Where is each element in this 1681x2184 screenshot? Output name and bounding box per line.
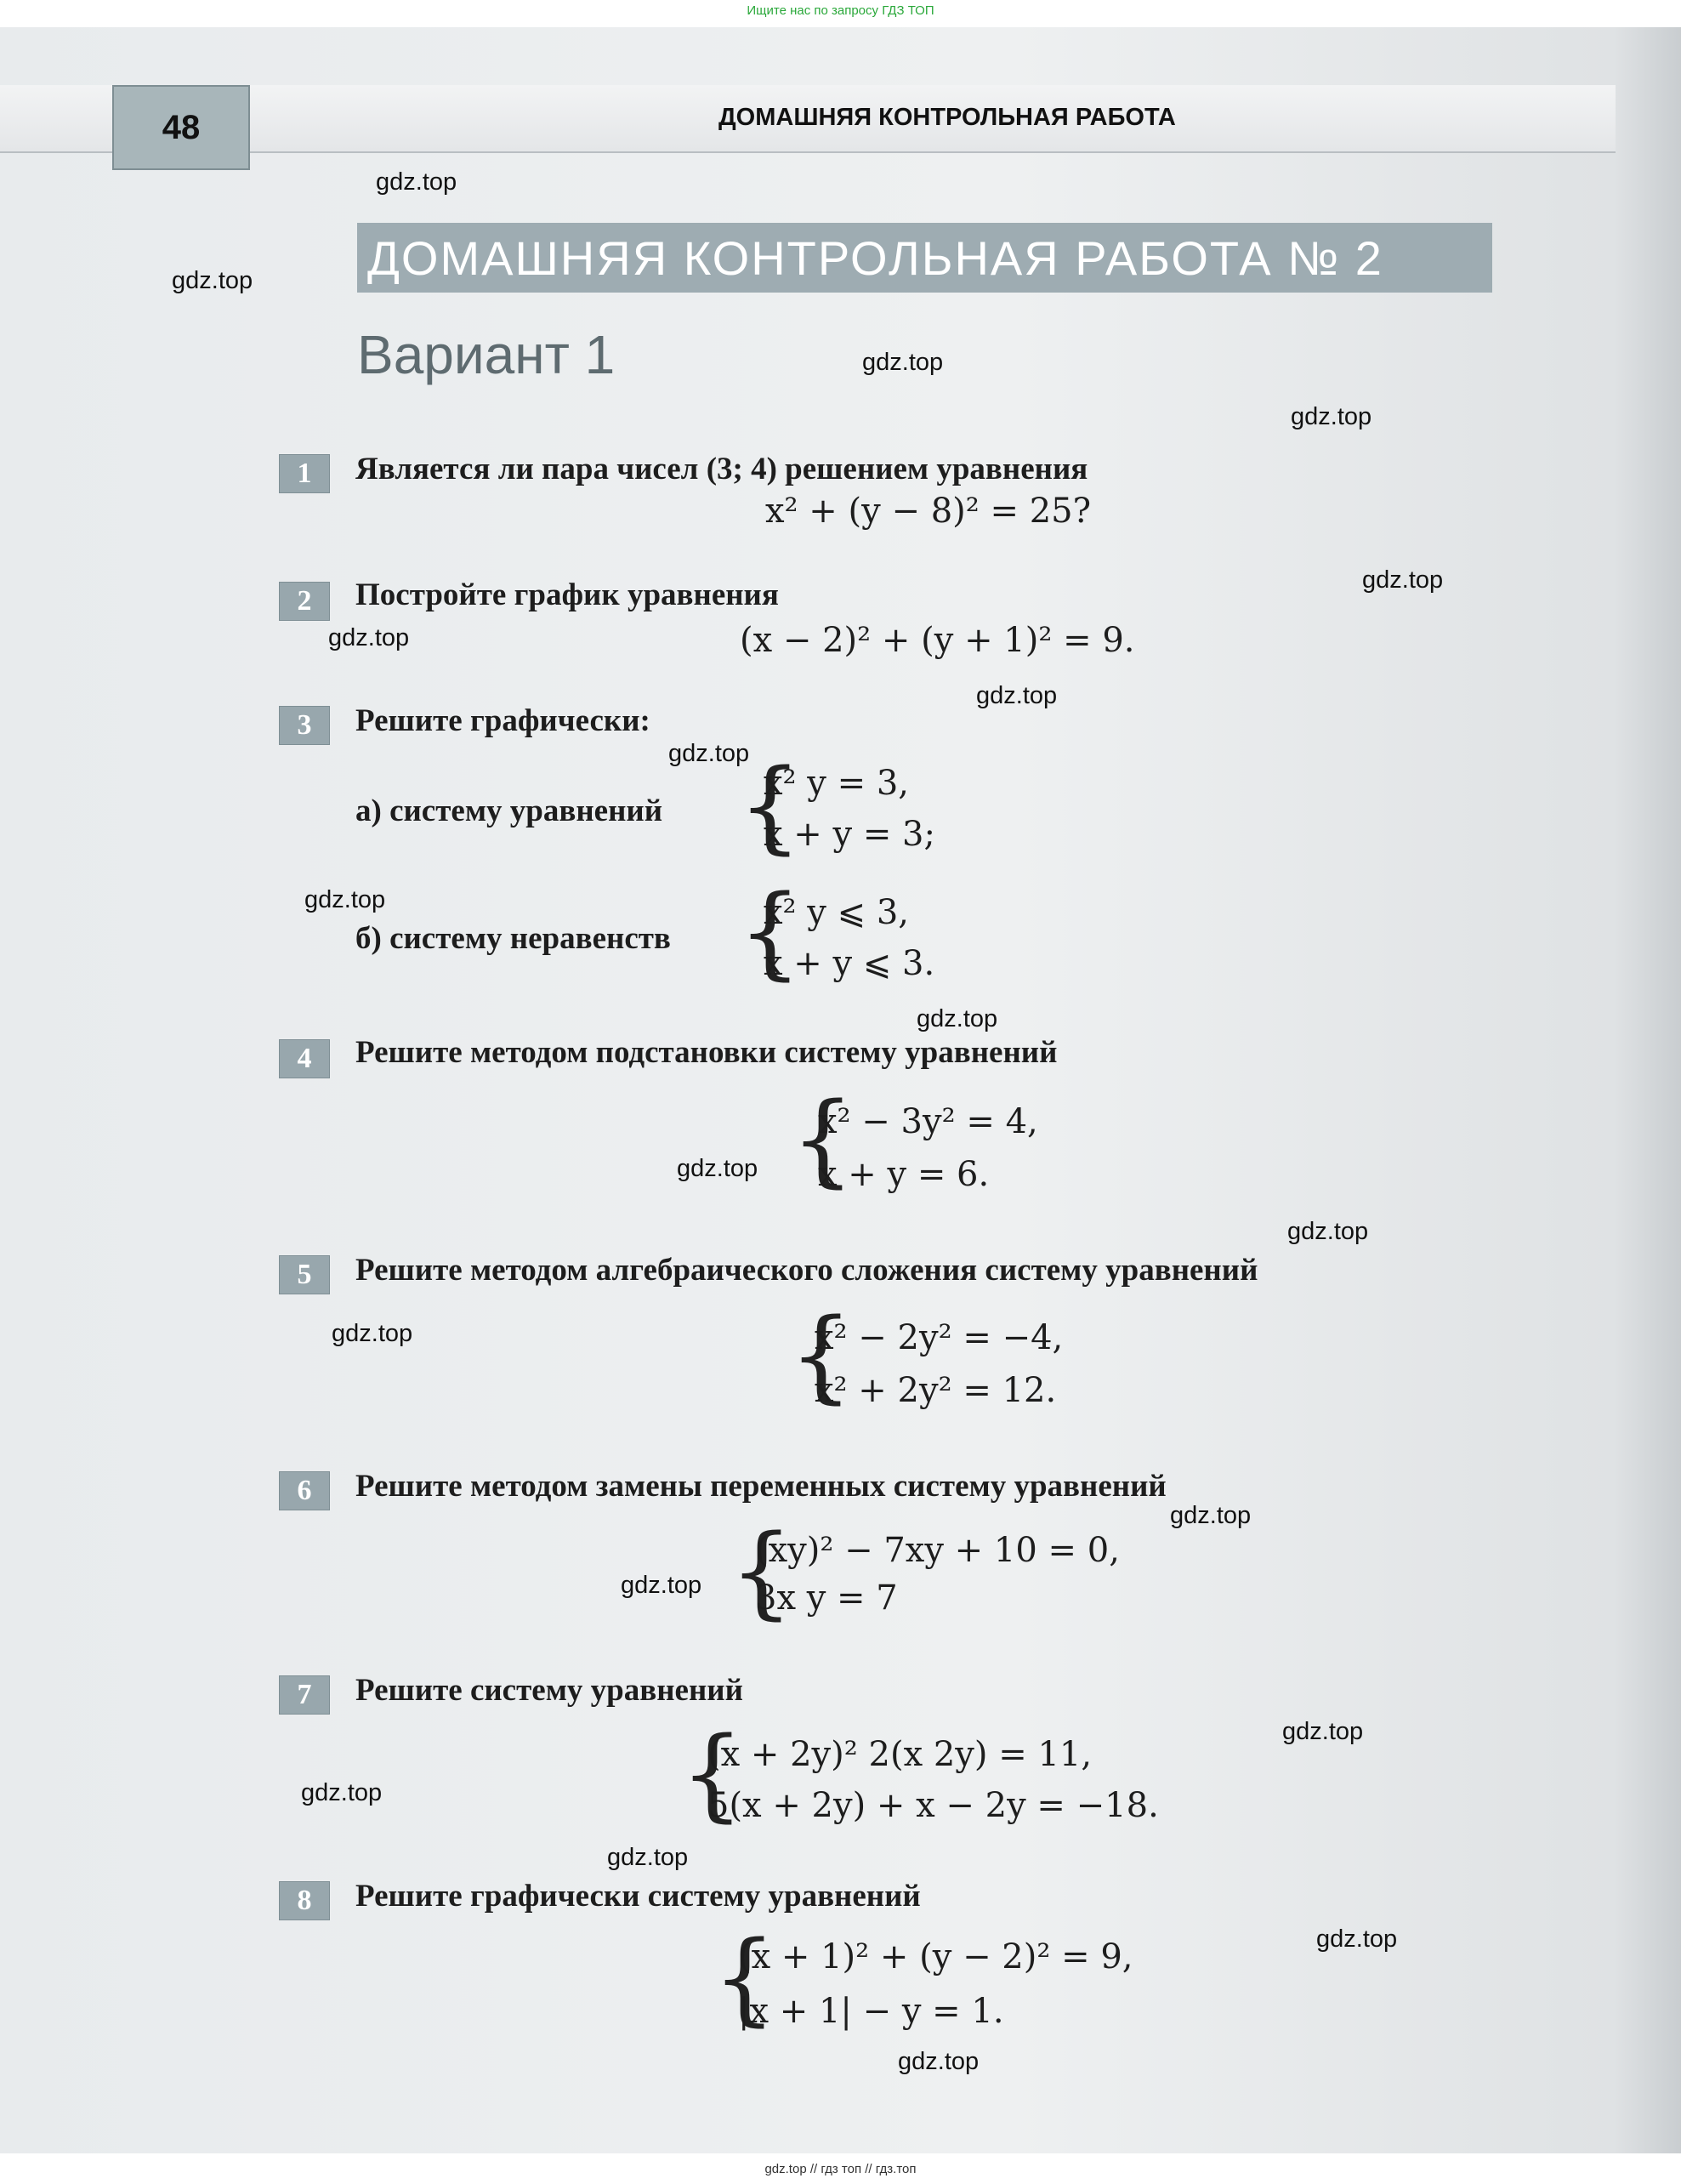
task-2-equation: (x − 2)² + (y + 1)² = 9. — [740, 621, 1135, 660]
watermark: gdz.top — [677, 1155, 758, 1182]
task-3b-label: б) систему неравенств — [355, 921, 671, 956]
task-5-eq2: x² + 2y² = 12. — [815, 1371, 1057, 1410]
task-4-text: Решите методом подстановки систему уравнений — [355, 1035, 1058, 1070]
task-number-4: 4 — [279, 1039, 330, 1078]
task-number-5: 5 — [279, 1255, 330, 1294]
task-7-eq1: (x + 2y)² 2(x 2y) = 11, — [707, 1735, 1093, 1774]
task-number-2: 2 — [279, 582, 330, 621]
task-1-text: Является ли пара чисел (3; 4) решением уравнения — [355, 452, 1088, 486]
task-number-6: 6 — [279, 1471, 330, 1510]
page-title: ДОМАШНЯЯ КОНТРОЛЬНАЯ РАБОТА № 2 — [357, 223, 1492, 293]
variant-heading: Вариант 1 — [357, 324, 616, 385]
watermark: gdz.top — [332, 1320, 413, 1347]
task-6-text: Решите методом замены переменных систему уравнений — [355, 1469, 1167, 1504]
system-brace: { — [791, 1080, 855, 1197]
task-5-text: Решите методом алгебраического сложения систему уравнений — [355, 1253, 1258, 1288]
watermark: gdz.top — [862, 349, 944, 376]
task-7-eq2: 5(x + 2y) + x − 2y = −18. — [707, 1786, 1159, 1825]
watermark: gdz.top — [304, 886, 386, 913]
task-8-eq2: |x + 1| − y = 1. — [738, 1992, 1004, 2031]
watermark: gdz.top — [376, 168, 457, 196]
watermark: gdz.top — [1316, 1925, 1398, 1953]
system-brace: { — [738, 747, 803, 864]
task-8-text: Решите графически систему уравнений — [355, 1879, 921, 1914]
task-4-eq2: x + y = 6. — [818, 1155, 990, 1194]
watermark: gdz.top — [1362, 566, 1444, 594]
task-3-text: Решите графически: — [355, 703, 650, 738]
system-brace: { — [738, 873, 803, 990]
running-title: ДОМАШНЯЯ КОНТРОЛЬНАЯ РАБОТА — [718, 104, 1176, 131]
task-3b-eq1: x² y ⩽ 3, — [764, 893, 910, 932]
task-3a-eq1: x² y = 3, — [764, 764, 910, 803]
system-brace: { — [680, 1715, 745, 1832]
task-1-equation: x² + (y − 8)² = 25? — [765, 492, 1092, 531]
watermark: gdz.top — [301, 1779, 383, 1806]
watermark: gdz.top — [621, 1572, 702, 1599]
task-number-8: 8 — [279, 1881, 330, 1920]
task-3b-eq2: x + y ⩽ 3. — [764, 944, 935, 983]
watermark: gdz.top — [1287, 1218, 1369, 1245]
watermark: gdz.top — [898, 2048, 980, 2075]
top-banner: Ищите нас по запросу ГДЗ ТОП — [747, 3, 934, 18]
task-4-eq1: x² − 3y² = 4, — [818, 1102, 1038, 1141]
bottom-banner: gdz.top // гдз топ // гдз.топ — [764, 2162, 917, 2176]
task-6-eq2: 3x y = 7 — [755, 1578, 898, 1618]
watermark: gdz.top — [1170, 1502, 1252, 1529]
task-2-text: Постройте график уравнения — [355, 577, 779, 612]
watermark: gdz.top — [917, 1005, 998, 1032]
watermark: gdz.top — [1291, 403, 1372, 430]
task-7-text: Решите систему уравнений — [355, 1673, 743, 1708]
watermark: gdz.top — [1282, 1718, 1364, 1745]
task-number-1: 1 — [279, 454, 330, 493]
system-brace: { — [713, 1919, 777, 2036]
page-number: 48 — [112, 85, 250, 170]
system-brace: { — [730, 1512, 794, 1629]
watermark: gdz.top — [328, 624, 410, 651]
task-3a-eq2: x + y = 3; — [764, 815, 935, 854]
watermark: gdz.top — [172, 267, 253, 294]
task-8-eq1: (x + 1)² + (y − 2)² = 9, — [738, 1937, 1133, 1976]
watermark: gdz.top — [607, 1844, 689, 1871]
task-number-3: 3 — [279, 706, 330, 745]
task-6-eq1: (xy)² − 7xy + 10 = 0, — [755, 1531, 1120, 1570]
watermark: gdz.top — [668, 740, 750, 767]
task-3a-label: а) систему уравнений — [355, 793, 663, 828]
task-number-7: 7 — [279, 1675, 330, 1715]
watermark: gdz.top — [976, 682, 1058, 709]
task-5-eq1: x² − 2y² = −4, — [815, 1318, 1064, 1357]
system-brace: { — [789, 1296, 854, 1413]
